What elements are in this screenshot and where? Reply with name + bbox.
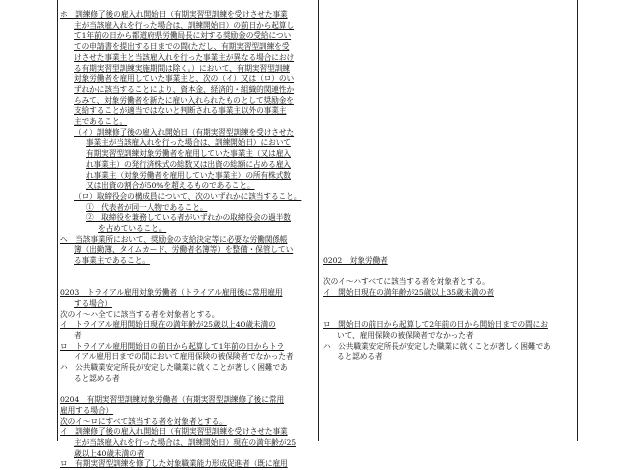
left-border-line: [57, 0, 58, 441]
section-line: ロ 有期実習型訓練を修了した対象職業能力形成促進者（既に雇用: [60, 459, 288, 469]
section-line: ハ 公共職業安定所長が安定した職業に就くことが著しく困難であ: [323, 341, 551, 351]
sub-item-ro-line: を占めていること。: [98, 224, 167, 234]
item-ho-line: る有期実習型訓練実施期間は除く。）において、有期実習型訓練: [74, 63, 290, 73]
sub-item-ro-line: ② 取締役を兼務している者がいずれかの取締役会の過半数: [86, 213, 291, 223]
item-he-line: ヘ 当該事業所において、奨励金の支給決定等に必要な労働関係帳: [60, 234, 288, 244]
section-line: イ 開始日現在の満年齢が25歳以上35歳未満の者: [323, 288, 494, 298]
section-line: イアル雇用日までの間において雇用保険の被保険者でなかった者: [74, 352, 294, 362]
section-line: ロ 開始日の前日から起算して2年前の日から開始日までの間にお: [323, 320, 548, 330]
section-0203: [60, 288, 314, 384]
sub-item-ro-line: ① 代表者が同一人物であること。: [86, 202, 208, 212]
section-line: 次のイ～ハ全てに該当する者を対象者とする。: [60, 309, 220, 319]
section-line: 次のイ～ハすべてに該当する者を対象者とする。: [323, 277, 490, 287]
section-line: ると認める者: [337, 352, 383, 362]
sub-item-i-line: （イ）訓練修了後の雇入れ開始日（有期実習型訓練を受けさせた: [74, 127, 295, 137]
sub-item-ro-line: （ロ）取締役会の構成員について、次のいずれかに該当すること。: [74, 191, 302, 201]
section-heading: 0204 有期実習型訓練対象労働者（有期実習型訓練修了後に常用: [60, 395, 285, 405]
item-he-line: る事業主であること。: [74, 256, 150, 266]
section-heading: する場合）: [74, 298, 112, 308]
section-line: 次のイ～ロにすべて該当する者を対象者とする。: [60, 416, 227, 426]
sub-item-i-line: 有期実習型訓練対象労働者を雇用していた事業主（又は雇入: [86, 149, 291, 159]
item-ho-line: ホ 訓練修了後の雇入れ開始日（有期実習型訓練を受けさせた事業: [60, 10, 288, 19]
current-text-column: [323, 0, 568, 363]
section-line: ロ トライアル雇用開始日の前日から起算して1年前の日からトラ: [60, 341, 285, 351]
revised-text-column: [60, 0, 314, 470]
section-0204: [60, 395, 314, 470]
section-line: ると認める者: [74, 373, 120, 383]
section-line: イ 訓練修了後の雇入れ開始日（有期実習型訓練を受けさせた事業: [60, 427, 288, 437]
section-line: 者: [74, 331, 82, 341]
section-line: イ トライアル雇用開始日現在の満年齢が25歳以上40歳未満の: [60, 320, 276, 330]
item-ho-line: て1年前の日から都道府県労働局長に対する奨励金の受給につい: [74, 31, 292, 41]
item-ho-line: ずれかに該当することにより、資本金、経済的・組織的関連性か: [74, 84, 295, 94]
item-ho-line: らみて、対象労働者を新たに雇い入れられたものとして奨励金を: [74, 95, 294, 105]
item-ho-line: ての申請書を提出する日までの間(ただし、有期実習型訓練を受: [74, 42, 290, 52]
item-ho-line: けさせた事業主と当該雇入れを行った事業主が異なる場合におけ: [74, 52, 295, 62]
item-ho-line: 主が当該雇入れを行った場合は、訓練開始日）の前日から起算し: [74, 20, 295, 30]
section-line: 歳以上40歳未満の者: [74, 448, 145, 458]
item-ho: [60, 10, 314, 128]
sub-item-i: [60, 128, 314, 192]
sub-item-i-line: れ事業主（対象労働者を雇用していた事業主）の所有株式数: [86, 170, 291, 180]
sub-item-ro: [60, 192, 314, 235]
sub-item-i-line: 事業主が当該雇入れを行った場合は、訓練開始日）において: [86, 138, 291, 148]
sub-item-i-line: 又は出資の割合が50%を超えるものであること。: [86, 181, 255, 191]
section-heading: 0203 トライアル雇用対象労働者（トライアル雇用後に常用雇用: [60, 288, 283, 298]
section-line: ハ 公共職業安定所長が安定した職業に就くことが著しく困難であ: [60, 363, 288, 373]
item-he-line: 簿（出勤簿、タイムカード、労働者名簿等）を整備・保管してい: [74, 245, 294, 255]
section-line: 主が当該雇入れを行った場合は、訓練開始日）現在の満年齢が25: [74, 438, 297, 448]
item-he: [60, 235, 314, 267]
center-divider-line: [318, 0, 319, 441]
section-0202: [323, 256, 568, 363]
section-line: いて、雇用保険の被保険者でなかった者: [337, 330, 474, 340]
right-border-line: [577, 0, 578, 441]
item-ho-line: 対象労働者を雇用していた事業主と、次の（イ）又は（ロ）のい: [74, 74, 295, 84]
item-ho-line: 主であること。: [74, 117, 128, 127]
section-heading: 雇用する場合）: [60, 405, 114, 415]
section-heading: 0202 対象労働者: [323, 256, 388, 265]
sub-item-i-line: れ事業主）の発行済株式の総数又は出資の総額に占める雇入: [86, 159, 291, 169]
item-ho-line: 支給することが適当ではないと判断される事業主以外の事業主: [74, 106, 287, 116]
